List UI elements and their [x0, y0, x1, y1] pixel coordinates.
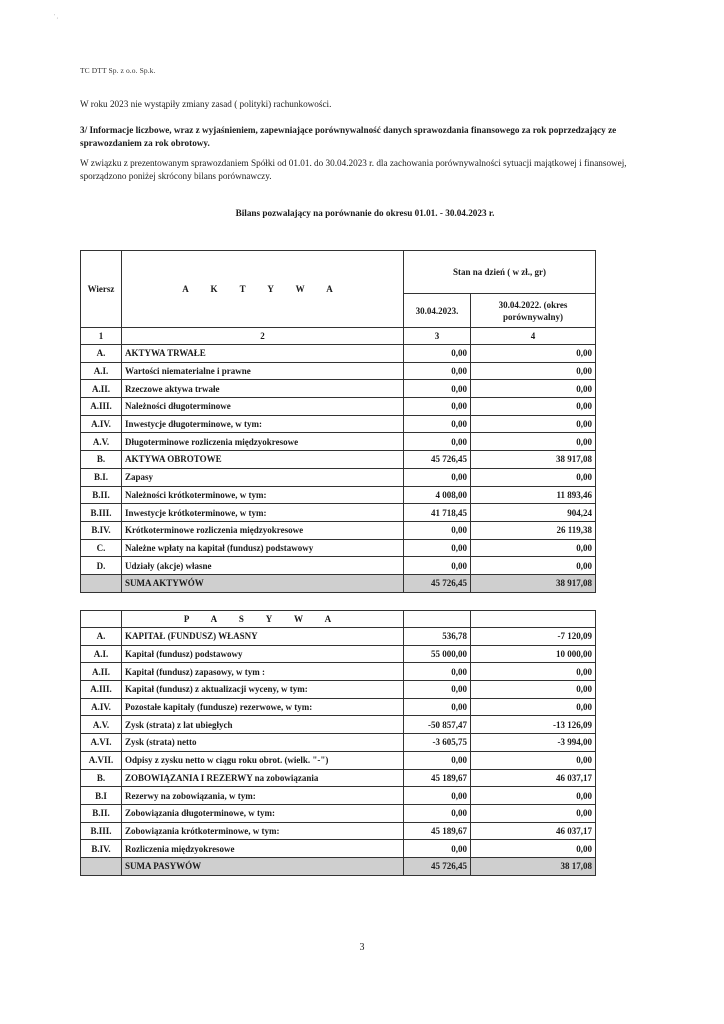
row-code: A.V.	[81, 716, 122, 734]
row-label: Należności krótkoterminowe, w tym:	[122, 486, 404, 504]
assets-table	[80, 250, 596, 593]
row-label: Inwestycje krótkoterminowe, w tym:	[122, 504, 404, 522]
row-label: AKTYWA TRWAŁE	[122, 345, 404, 363]
table-row	[81, 734, 596, 752]
row-code: A.V.	[81, 433, 122, 451]
row-code: B.II.	[81, 804, 122, 822]
table-row	[81, 504, 596, 522]
row-label: ZOBOWIĄZANIA I REZERWY na zobowiązania	[122, 769, 404, 787]
row-value-2023: 45 189,67	[404, 822, 471, 840]
row-value-2023: 0,00	[404, 557, 471, 575]
row-code: A.III.	[81, 681, 122, 699]
row-value-2023: 45 189,67	[404, 769, 471, 787]
row-code: B.II.	[81, 486, 122, 504]
row-code: A.VII.	[81, 751, 122, 769]
table-row	[81, 486, 596, 504]
row-value-2023: 0,00	[404, 840, 471, 858]
table-title: Bilans pozwalający na porównanie do okresu 01.01. - 30.04.2023 r.	[235, 208, 495, 218]
row-label: Rezerwy na zobowiązania, w tym:	[122, 787, 404, 805]
row-code: B.	[81, 451, 122, 469]
sum-row	[81, 574, 596, 592]
table-row	[81, 804, 596, 822]
row-code: A.I.	[81, 645, 122, 663]
row-value-2023: 55 000,00	[404, 645, 471, 663]
row-value-2022: 0,00	[471, 663, 596, 681]
table-row	[81, 398, 596, 416]
paragraph-comparative-balance: W związku z prezentowanym sprawozdaniem Spółki od 01.01. do 30.04.2023 r. dla zachowania porównywalności sytuacji majątkowej i finansowej, sporządzono poniżej skrócony bilans porównawczy.	[80, 158, 627, 181]
row-label: Rozliczenia międzyokresowe	[122, 840, 404, 858]
row-code: D.	[81, 557, 122, 575]
row-code: B.III.	[81, 504, 122, 522]
row-label: Zysk (strata) z lat ubiegłych	[122, 716, 404, 734]
row-value-2023: -50 857,47	[404, 716, 471, 734]
row-value-2022: 46 037,17	[471, 822, 596, 840]
table-row	[81, 415, 596, 433]
table-row	[81, 433, 596, 451]
col-header-row: Wiersz	[81, 251, 122, 328]
row-value-2022: 0,00	[471, 804, 596, 822]
row-code: A.VI.	[81, 734, 122, 752]
row-value-2022: 11 893,46	[471, 486, 596, 504]
row-label: Udziały (akcje) własne	[122, 557, 404, 575]
row-value-2023: 0,00	[404, 415, 471, 433]
row-label: Pozostałe kapitały (fundusze) rezerwowe, w tym:	[122, 698, 404, 716]
col-number-2: 2	[122, 328, 404, 345]
col-number-4: 4	[471, 328, 596, 345]
table-row	[81, 468, 596, 486]
row-value-2022: 904,24	[471, 504, 596, 522]
row-label: Kapitał (fundusz) zapasowy, w tym :	[122, 663, 404, 681]
row-label: Zobowiązania długoterminowe, w tym:	[122, 804, 404, 822]
row-code: A.II.	[81, 380, 122, 398]
table-row	[81, 822, 596, 840]
row-value-2022: 38 17,08	[471, 857, 596, 875]
row-code	[81, 857, 122, 875]
row-label: Krótkoterminowe rozliczenia międzyokresowe	[122, 521, 404, 539]
table-row	[81, 521, 596, 539]
row-value-2022: 0,00	[471, 362, 596, 380]
row-code: B.	[81, 769, 122, 787]
row-value-2022: 38 917,08	[471, 451, 596, 469]
col-header-balance-date: Stan na dzień ( w zł., gr)	[404, 251, 596, 294]
row-code: A.IV.	[81, 415, 122, 433]
row-label: Zapasy	[122, 468, 404, 486]
row-value-2022: 10 000,00	[471, 645, 596, 663]
row-label: Kapitał (fundusz) z aktualizacji wyceny, w tym:	[122, 681, 404, 699]
row-value-2022: 0,00	[471, 415, 596, 433]
row-label: Rzeczowe aktywa trwałe	[122, 380, 404, 398]
row-code: B.IV.	[81, 840, 122, 858]
row-code: A.III.	[81, 398, 122, 416]
row-value-2022: 0,00	[471, 787, 596, 805]
table-row	[81, 557, 596, 575]
table-row	[81, 380, 596, 398]
row-label: Należności długoterminowe	[122, 398, 404, 416]
row-value-2023: 45 726,45	[404, 574, 471, 592]
table-row	[81, 539, 596, 557]
row-value-2023: 0,00	[404, 787, 471, 805]
table-row	[81, 645, 596, 663]
row-value-2023: 0,00	[404, 804, 471, 822]
row-label: KAPITAŁ (FUNDUSZ) WŁASNY	[122, 628, 404, 646]
table-row	[81, 698, 596, 716]
assets-title: A K T Y W A	[182, 284, 343, 294]
row-value-2023: 0,00	[404, 521, 471, 539]
col-header-date-2022: 30.04.2022. (okres porównywalny)	[471, 294, 596, 328]
row-value-2022: -3 994,00	[471, 734, 596, 752]
row-value-2023: 0,00	[404, 698, 471, 716]
row-label: Kapitał (fundusz) podstawowy	[122, 645, 404, 663]
table-row	[81, 451, 596, 469]
col-number-3: 3	[404, 328, 471, 345]
col-number-1: 1	[81, 328, 122, 345]
row-code: A.IV.	[81, 698, 122, 716]
table-row	[81, 716, 596, 734]
paragraph-section-3-heading: 3/ Informacje liczbowe, wraz z wyjaśnieniem, zapewniające porównywalność danych sprawozdania finansowego za rok poprzedzający ze sprawozdaniem za rok obrotowy.	[80, 125, 617, 148]
row-code: A.	[81, 345, 122, 363]
row-value-2022: 0,00	[471, 433, 596, 451]
row-value-2023: 0,00	[404, 468, 471, 486]
row-value-2023: 4 008,00	[404, 486, 471, 504]
row-value-2022: 38 917,08	[471, 574, 596, 592]
table-row	[81, 769, 596, 787]
row-label: Inwestycje długoterminowe, w tym:	[122, 415, 404, 433]
row-value-2023: 45 726,45	[404, 857, 471, 875]
table-row	[81, 362, 596, 380]
row-value-2023: 41 718,45	[404, 504, 471, 522]
row-value-2022: 0,00	[471, 681, 596, 699]
row-value-2022: 0,00	[471, 468, 596, 486]
table-row	[81, 751, 596, 769]
row-value-2022: 0,00	[471, 345, 596, 363]
liabilities-table	[80, 610, 596, 876]
scan-mark: ' ,	[54, 14, 59, 20]
page-number: 3	[359, 942, 365, 953]
row-label: Długoterminowe rozliczenia międzyokresowe	[122, 433, 404, 451]
sum-row	[81, 857, 596, 875]
row-value-2023: -3 605,75	[404, 734, 471, 752]
table-row	[81, 840, 596, 858]
row-value-2023: 0,00	[404, 380, 471, 398]
row-value-2023: 45 726,45	[404, 451, 471, 469]
row-value-2023: 0,00	[404, 362, 471, 380]
table-row	[81, 628, 596, 646]
row-value-2023: 0,00	[404, 663, 471, 681]
row-value-2022: -13 126,09	[471, 716, 596, 734]
row-code: B.I.	[81, 468, 122, 486]
row-value-2022: 0,00	[471, 398, 596, 416]
assets-rows	[81, 345, 596, 593]
row-value-2022: 26 119,38	[471, 521, 596, 539]
row-label: Odpisy z zysku netto w ciągu roku obrot. (wielk. "-")	[122, 751, 404, 769]
liabilities-header-blank-3	[471, 611, 596, 628]
row-code	[81, 574, 122, 592]
row-value-2022: 46 037,17	[471, 769, 596, 787]
row-value-2023: 536,78	[404, 628, 471, 646]
row-code: C.	[81, 539, 122, 557]
row-label: AKTYWA OBROTOWE	[122, 451, 404, 469]
company-header: TC DTT Sp. z o.o. Sp.k.	[80, 66, 156, 75]
row-label: Zobowiązania krótkoterminowe, w tym:	[122, 822, 404, 840]
row-value-2022: 0,00	[471, 698, 596, 716]
row-value-2022: 0,00	[471, 751, 596, 769]
liabilities-header-blank-2	[404, 611, 471, 628]
col-header-liabilities	[122, 611, 404, 628]
table-row	[81, 681, 596, 699]
row-label: Wartości niematerialne i prawne	[122, 362, 404, 380]
liabilities-title: P A S Y W A	[183, 614, 342, 624]
table-row	[81, 345, 596, 363]
row-code: A.	[81, 628, 122, 646]
col-header-assets	[122, 251, 404, 328]
row-code: A.I.	[81, 362, 122, 380]
row-value-2023: 0,00	[404, 398, 471, 416]
paragraph-accounting-policy: W roku 2023 nie wystąpiły zmiany zasad ( polityki) rachunkowości.	[80, 99, 332, 109]
row-label: SUMA AKTYWÓW	[122, 574, 404, 592]
row-value-2023: 0,00	[404, 539, 471, 557]
row-value-2022: 0,00	[471, 539, 596, 557]
row-label: Należne wpłaty na kapitał (fundusz) podstawowy	[122, 539, 404, 557]
row-value-2022: 0,00	[471, 840, 596, 858]
row-label: SUMA PASYWÓW	[122, 857, 404, 875]
row-code: A.II.	[81, 663, 122, 681]
row-value-2022: 0,00	[471, 557, 596, 575]
table-row	[81, 787, 596, 805]
row-value-2023: 0,00	[404, 681, 471, 699]
row-code: B.I	[81, 787, 122, 805]
row-value-2023: 0,00	[404, 345, 471, 363]
row-value-2022: 0,00	[471, 380, 596, 398]
row-value-2022: -7 120,09	[471, 628, 596, 646]
row-code: B.IV.	[81, 521, 122, 539]
liabilities-rows	[81, 628, 596, 876]
liabilities-header-blank-1	[81, 611, 122, 628]
row-code: B.III.	[81, 822, 122, 840]
row-label: Zysk (strata) netto	[122, 734, 404, 752]
table-row	[81, 663, 596, 681]
row-value-2023: 0,00	[404, 433, 471, 451]
row-value-2023: 0,00	[404, 751, 471, 769]
col-header-date-2023: 30.04.2023.	[404, 294, 471, 328]
